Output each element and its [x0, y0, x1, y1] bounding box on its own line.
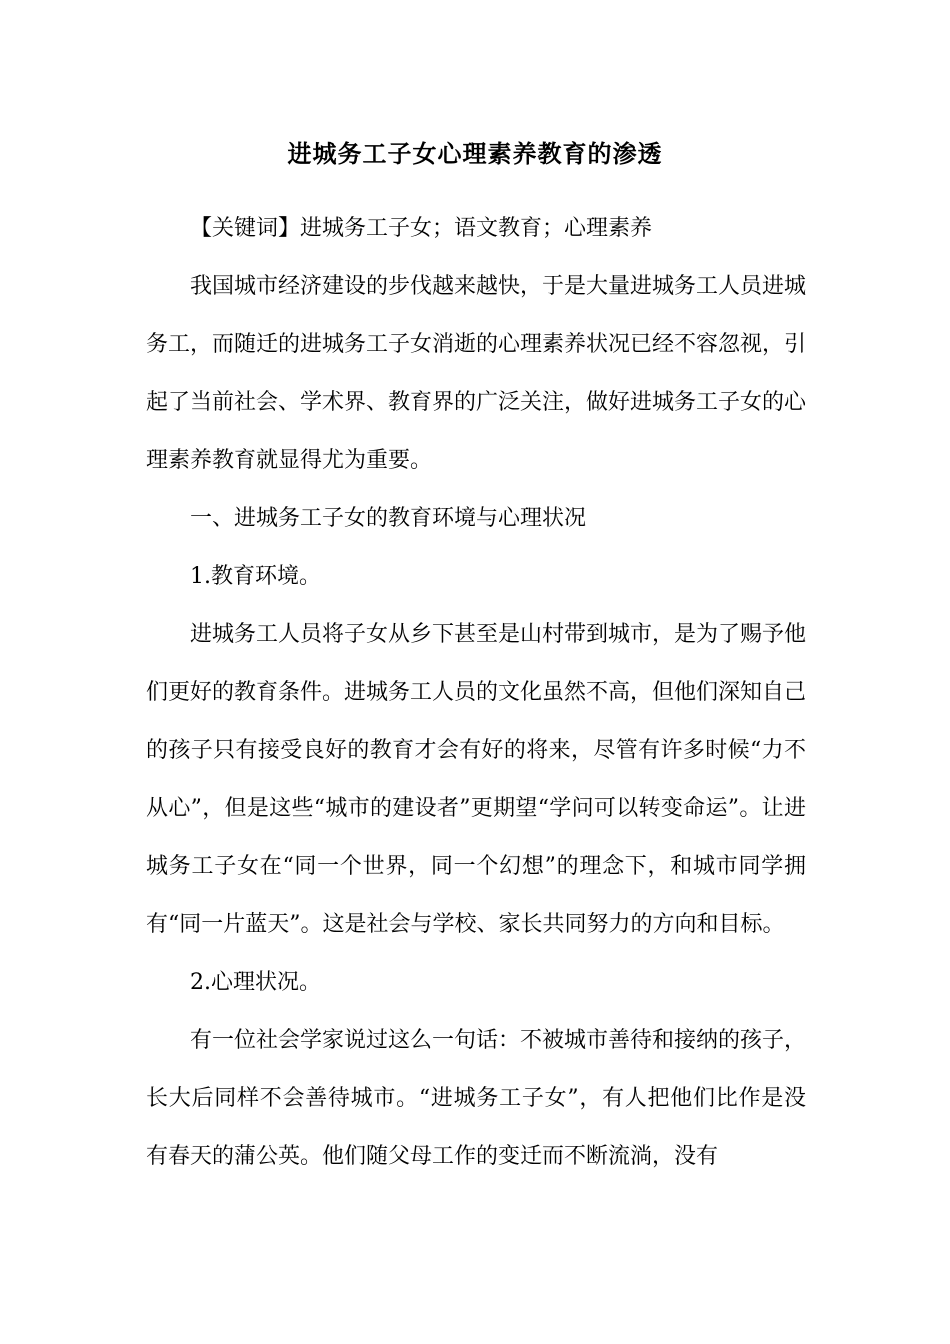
- keywords-line: 【关键词】进城务工子女；语文教育；心理素养: [190, 216, 653, 241]
- paragraph-education-environment: 进城务工人员将子女从乡下甚至是山村带到城市，是为了赐予他们更好的教育条件。进城务工人员的文化虽然不高，但他们深知自己的孩子只有接受良好的教育才会有好的将来，尽管有许多时候“力不从心”，但是这些“城市的建设者”更期望“学问可以转变命运”。让进城务工子女在“同一个世界，同一个幻想”的理念下，和城市同学拥有“同一片蓝天”。这是社会与学校、家长共同努力的方向和目标。: [146, 622, 807, 937]
- subsection-heading-2: 2.心理状况。: [190, 970, 321, 995]
- document-body: [146, 200, 806, 1186]
- document-title: 进城务工子女心理素养教育的渗透: [287, 139, 663, 168]
- section-heading-1: 一、进城务工子女的教育环境与心理状况: [190, 506, 587, 531]
- paragraph-intro: 我国城市经济建设的步伐越来越快，于是大量进城务工人员进城务工，而随迁的进城务工子女消逝的心理素养状况已经不容忽视，引起了当前社会、学术界、教育界的广泛关注，做好进城务工子女的心理素养教育就显得尤为重要。: [146, 274, 807, 473]
- paragraph-psychological-status: 有一位社会学家说过这么一句话：不被城市善待和接纳的孩子，长大后同样不会善待城市。“进城务工子女”，有人把他们比作是没有春天的蒲公英。他们随父母工作的变迁而不断流淌，没有: [146, 1028, 807, 1169]
- subsection-heading-1: 1.教育环境。: [190, 564, 321, 589]
